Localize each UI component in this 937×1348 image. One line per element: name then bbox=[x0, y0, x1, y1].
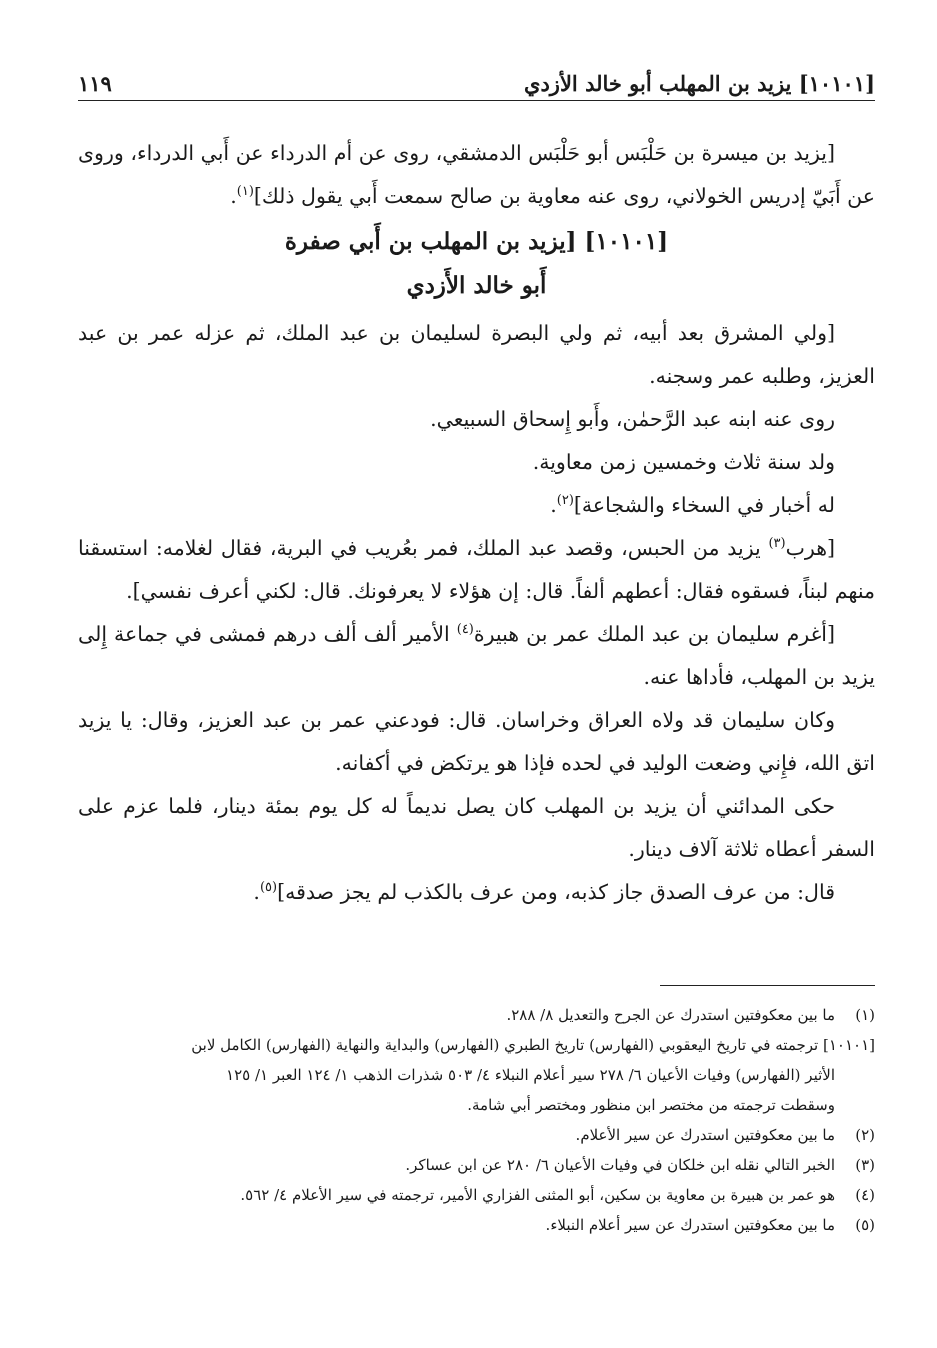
paragraph-text: ولد سنة ثلاث وخمسين زمن معاوية. bbox=[532, 450, 835, 474]
running-head: [١٠١٠١] يزيد بن المهلب أبو خالد الأزدي bbox=[524, 71, 875, 96]
paragraph-text: له أخبار في السخاء والشجاعة] bbox=[573, 493, 835, 517]
footnote-number: (٣) bbox=[855, 1156, 875, 1174]
paragraph bbox=[78, 441, 875, 484]
paragraph-text: يزيد من الحبس، وقصد عبد الملك، فمر بعُريب في البرية، فقال لغلامه: استسقنا منهم لبناً، فسقوه فقال: أعطهم ألفاً. قال: إن هؤلاء لا يعرفونك. قال: لكني أعرف نفسي]. bbox=[78, 536, 875, 603]
paragraph bbox=[78, 398, 875, 441]
paragraph-end: . bbox=[550, 493, 557, 517]
footnotes bbox=[78, 1000, 875, 1240]
footnote-2 bbox=[78, 1120, 875, 1150]
footnote-ref: (٥) bbox=[259, 880, 278, 896]
footnote-text: [١٠١٠١] ترجمته في تاريخ اليعقوبي (الفهارس) تاريخ الطبري (الفهارس) والبداية والنهاية (الفهارس) الكامل لابن bbox=[191, 1036, 875, 1054]
main-text bbox=[78, 132, 875, 914]
paragraph bbox=[78, 527, 875, 613]
footnote-text: وسقطت ترجمته من مختصر ابن منظور ومختصر أبي شامة. bbox=[467, 1096, 835, 1114]
paragraph bbox=[78, 613, 875, 699]
footnote-ref: (٣) bbox=[768, 536, 786, 552]
footnote-3 bbox=[78, 1150, 875, 1180]
paragraph-text: الأمير ألف ألف درهم فمشى في جماعة إِلى يزيد بن المهلب، فأداها عنه. bbox=[78, 622, 875, 689]
footnote-4 bbox=[78, 1180, 875, 1210]
paragraph-text: [يزيد بن ميسرة بن حَلْبَس أبو حَلْبَس الدمشقي، روى عن أم الدرداء عن أَبي الدرداء، bbox=[130, 141, 835, 165]
entry-title-line: أَبو خالد الأَزدي bbox=[406, 272, 547, 299]
footnote-text: هو عمر بن هبيرة بن معاوية بن سكين، أبو المثنى الفزاري الأمير، ترجمته في سير الأعلام ٤/ ٥٦٢. bbox=[240, 1186, 835, 1204]
paragraph-text: [هرب bbox=[785, 536, 835, 560]
entry-title-line: [١٠١٠١] [يزيد بن المهلب بن أَبي صفرة bbox=[284, 228, 669, 255]
footnote-text: ما بين معكوفتين استدرك عن سير أعلام النبلاء. bbox=[545, 1216, 835, 1234]
footnote-number: (٤) bbox=[855, 1186, 875, 1204]
footnote-ref: (٤) bbox=[456, 622, 474, 638]
footnote-text: الأثير (الفهارس) وفيات الأعيان ٦/ ٢٧٨ سير أعلام النبلاء ٤/ ٥٠٣ شذرات الذهب ١/ ١٢٤ العبر ١/ ١٢٥ bbox=[226, 1066, 835, 1084]
footnote-biography-sources bbox=[78, 1030, 875, 1120]
page-number: ١١٩ bbox=[78, 71, 112, 96]
paragraph-text: وروى عن أَبَيّ إدريس الخولاني، روى عنه معاوية بن صالح سمعت أَبي يقول ذلك] bbox=[78, 141, 875, 208]
paragraph-text: [ولي المشرق بعد أبيه، ثم ولي البصرة لسليمان بن عبد الملك، ثم عزله عمر بن عبد العزيز، وطلبه عمر وسجنه. bbox=[78, 321, 875, 388]
footnote-separator bbox=[660, 985, 875, 986]
paragraph-end: . bbox=[230, 184, 237, 208]
paragraph-text: وكان سليمان قد ولاه العراق وخراسان. قال: فودعني عمر بن عبد العزيز، وقال: يا يزيد اتق الله، فإِني وضعت الوليد في لحده فإذا هو يرتكض في أكفانه. bbox=[78, 708, 875, 775]
paragraph bbox=[78, 785, 875, 871]
footnote-ref: (٢) bbox=[556, 493, 574, 509]
footnote-1 bbox=[78, 1000, 875, 1030]
paragraph-text: قال: من عرف الصدق جاز كذبه، ومن عرف بالكذب لم يجز صدقه] bbox=[277, 880, 835, 904]
footnote-text: الخبر التالي نقله ابن خلكان في وفيات الأعيان ٦/ ٢٨٠ عن ابن عساكر. bbox=[405, 1156, 835, 1174]
footnote-text: ما بين معكوفتين استدرك عن الجرح والتعديل ٨/ ٢٨٨. bbox=[506, 1006, 835, 1024]
paragraph-text: روى عنه ابنه عبد الرَّحمٰن، وأَبو إِسحاق السبيعي. bbox=[430, 407, 835, 431]
footnote-number: (٢) bbox=[855, 1126, 875, 1144]
page-header bbox=[78, 60, 875, 101]
footnote-5 bbox=[78, 1210, 875, 1240]
paragraph-text: حكى المدائني أن يزيد بن المهلب كان يصل نديماً له كل يوم بمئة دينار، فلما عزم على السفر أعطاه ثلاثة آلاف دينار. bbox=[78, 794, 875, 861]
footnote-text: ما بين معكوفتين استدرك عن سير الأعلام. bbox=[575, 1126, 835, 1144]
entry-title bbox=[78, 220, 875, 308]
footnote-ref: (١) bbox=[236, 184, 254, 200]
paragraph bbox=[78, 312, 875, 398]
footnote-number: (٥) bbox=[855, 1216, 875, 1234]
paragraph-text: [أغرم سليمان بن عبد الملك عمر بن هبيرة bbox=[473, 622, 835, 646]
paragraph-yazid-ibn-maysara bbox=[78, 132, 875, 218]
paragraph bbox=[78, 699, 875, 785]
paragraph bbox=[78, 871, 875, 914]
footnote-number: (١) bbox=[855, 1006, 875, 1024]
paragraph bbox=[78, 484, 875, 527]
paragraph-end: . bbox=[253, 880, 260, 904]
